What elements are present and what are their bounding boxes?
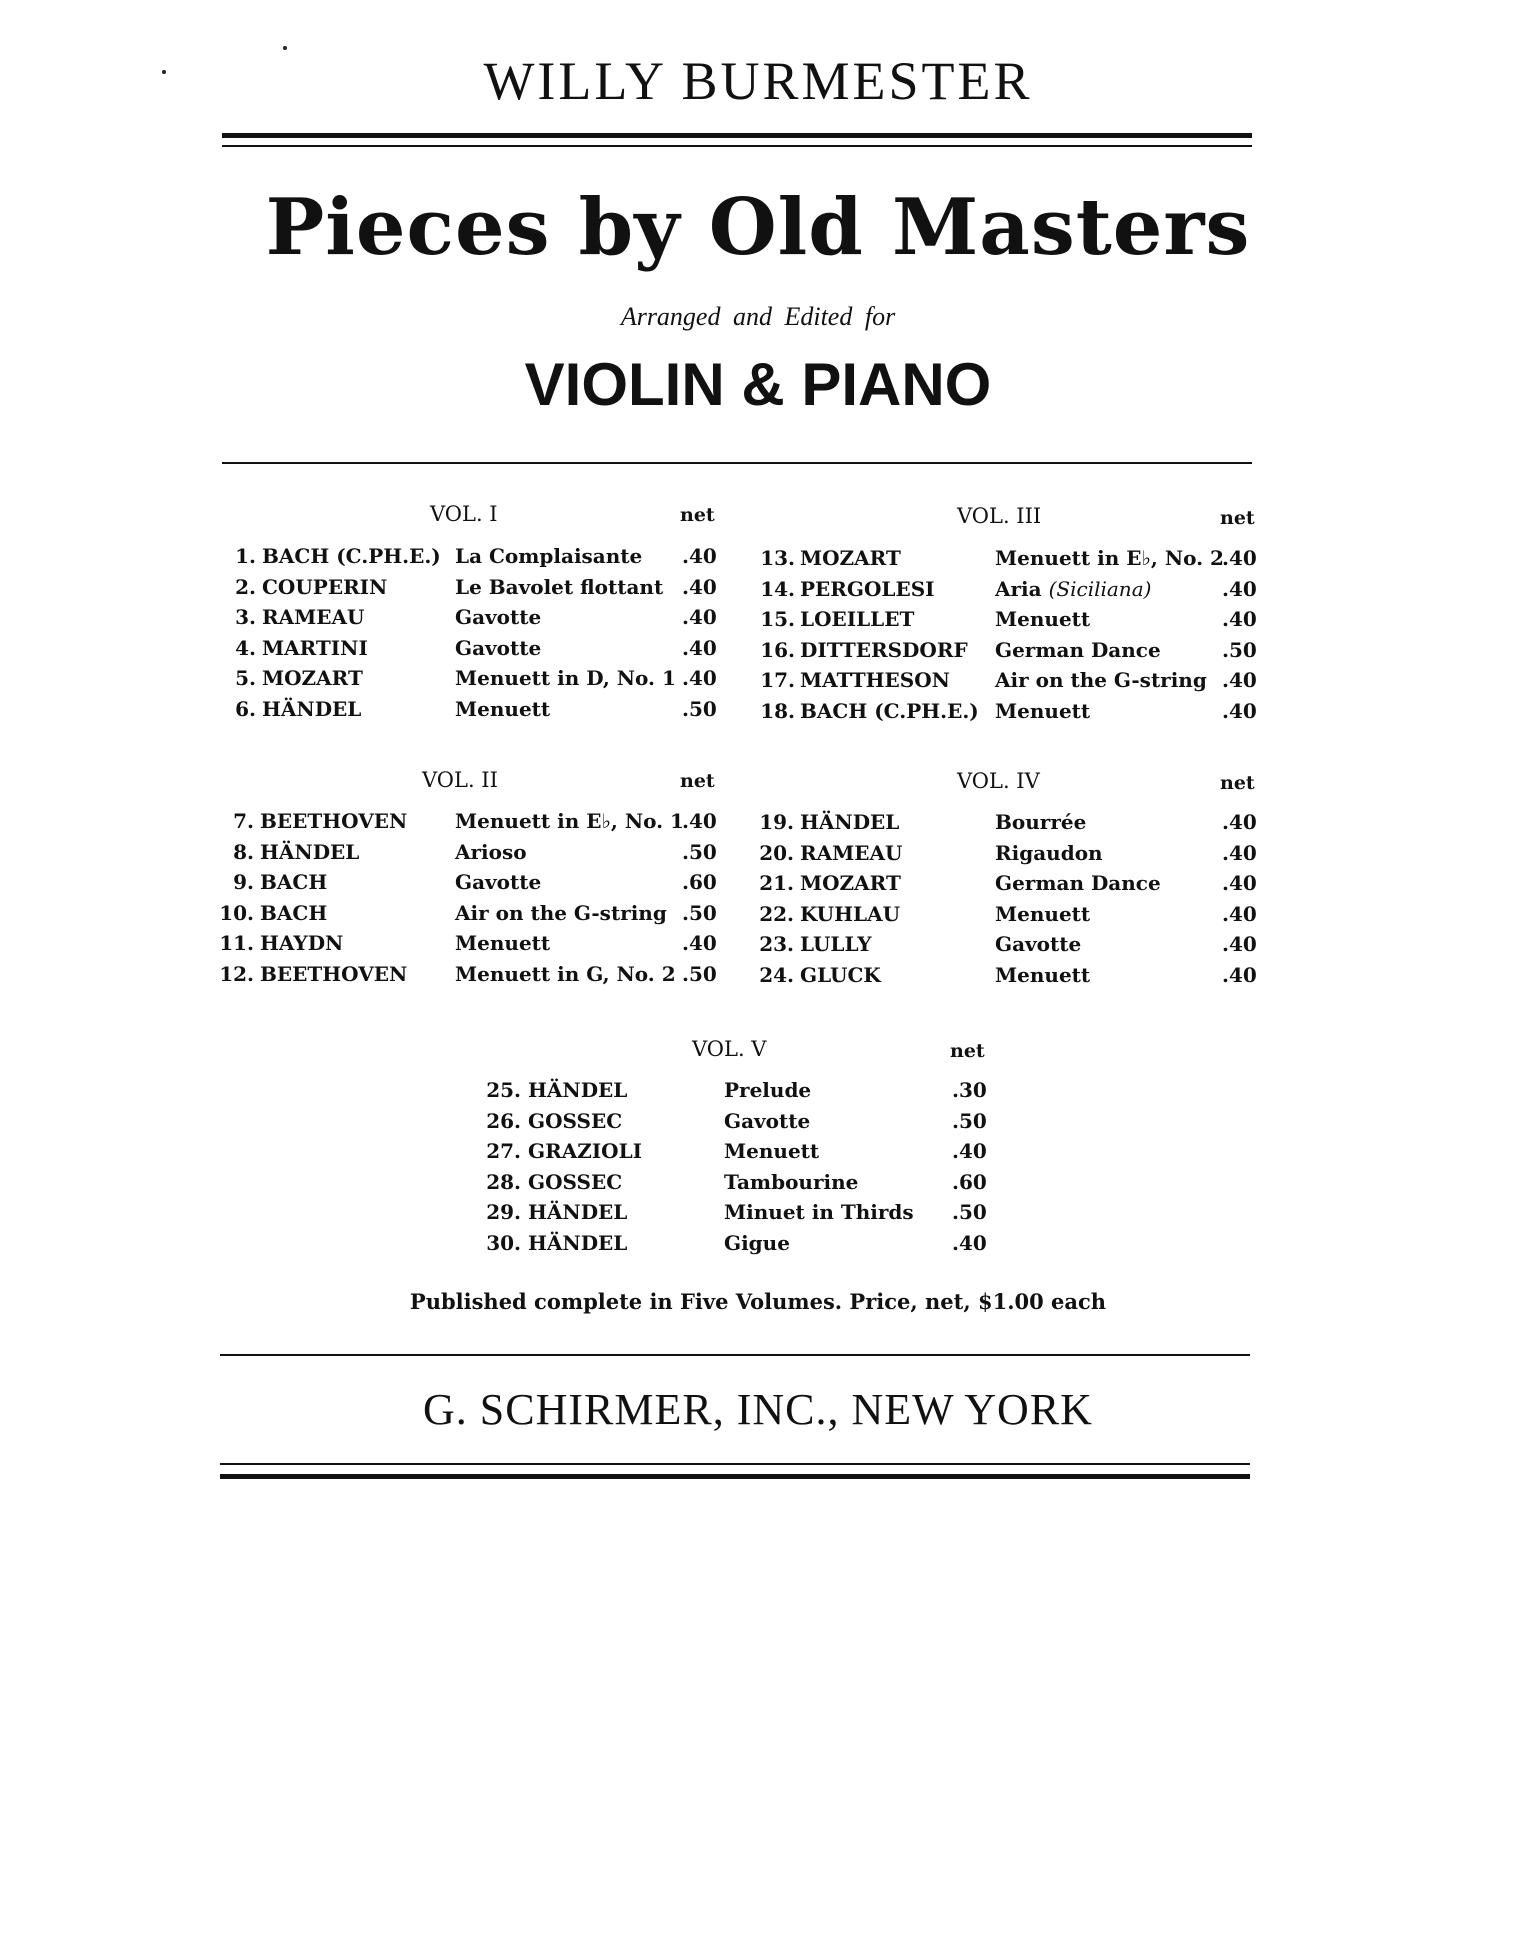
entry-price: .50 — [952, 1108, 987, 1133]
entry-composer: BACH (C.PH.E.) — [262, 544, 441, 568]
entry-price: .60 — [682, 870, 717, 895]
footer-rule-thick — [220, 1474, 1250, 1479]
entry-piece-title: Arioso — [455, 839, 527, 864]
entry-number: 25. — [486, 1078, 521, 1102]
vol-v-net-label: net — [950, 1040, 985, 1062]
entry-piece-title: Gavotte — [455, 635, 542, 660]
entry-piece — [995, 638, 1161, 662]
entry-price: .60 — [952, 1169, 987, 1194]
entry-number: 15. — [760, 607, 795, 632]
entry-price: .30 — [952, 1078, 987, 1102]
entry-piece-title: Air on the G-string — [995, 668, 1207, 693]
entry-piece — [455, 697, 550, 721]
entry-piece-title: Gigue — [724, 1231, 790, 1255]
entry-composer: BEETHOVEN — [260, 809, 408, 833]
entry-piece — [724, 1078, 811, 1102]
entry-composer: HÄNDEL — [528, 1200, 628, 1225]
entry-number: 24. — [759, 963, 794, 987]
vol-v-heading: VOL. V — [692, 1037, 767, 1061]
entry-price: .40 — [1222, 932, 1257, 957]
entry-composer: BEETHOVEN — [260, 962, 408, 986]
entry-price: .40 — [952, 1139, 987, 1164]
entry-piece-title: Rigaudon — [995, 840, 1103, 865]
entry-piece-title: Gavotte — [724, 1108, 811, 1133]
entry-price: .50 — [682, 697, 717, 721]
header-rule-thin — [222, 145, 1252, 147]
entry-number: 20. — [759, 840, 794, 865]
entry-piece — [724, 1139, 819, 1163]
header-rule-thick — [222, 133, 1252, 138]
entry-piece — [455, 809, 684, 833]
entry-piece — [995, 963, 1090, 987]
entry-price: .50 — [682, 962, 717, 986]
footer-rule-thin — [220, 1463, 1250, 1465]
entry-number: 23. — [759, 932, 794, 957]
entry-number: 30. — [486, 1231, 521, 1255]
entry-piece-title: Le Bavolet flottant — [455, 574, 664, 599]
entry-price: .40 — [682, 605, 717, 630]
entry-composer: MOZART — [262, 666, 363, 691]
entry-number: 29. — [486, 1200, 521, 1225]
entry-price: .40 — [682, 635, 717, 660]
entry-composer: BACH — [260, 900, 328, 925]
entry-piece — [455, 605, 541, 629]
entry-piece — [995, 577, 1151, 601]
entry-piece-title: La Complaisante — [455, 544, 643, 568]
entry-piece-title: Menuett — [995, 963, 1091, 987]
entry-number: 22. — [759, 901, 794, 926]
entry-composer: HÄNDEL — [262, 697, 362, 721]
entry-piece — [455, 931, 550, 955]
entry-price: .50 — [682, 839, 717, 864]
entry-price: .40 — [1222, 607, 1257, 632]
entry-number: 17. — [760, 668, 795, 693]
entry-composer: RAMEAU — [800, 840, 903, 865]
entry-composer: KUHLAU — [800, 901, 901, 926]
entry-composer: HÄNDEL — [528, 1231, 628, 1255]
entry-piece-title: Air on the G-string — [455, 900, 667, 925]
entry-composer: BACH (C.PH.E.) — [800, 699, 979, 723]
entry-price: .40 — [1222, 576, 1257, 601]
entry-piece — [724, 1200, 914, 1224]
entry-piece — [455, 870, 541, 894]
entry-piece-title: Menuett — [995, 901, 1091, 926]
entry-piece — [995, 932, 1081, 956]
entry-composer: PERGOLESI — [800, 576, 935, 601]
entry-price: .40 — [682, 544, 717, 568]
entry-piece-title: Gavotte — [995, 932, 1082, 957]
entry-piece — [995, 607, 1090, 631]
vol-ii-net-label: net — [680, 770, 715, 792]
subtitle: Arranged and Edited for — [620, 302, 896, 331]
entry-number: 26. — [486, 1108, 521, 1133]
entry-piece-title: Menuett — [995, 699, 1091, 723]
entry-composer: LULLY — [800, 932, 872, 957]
entry-number: 16. — [760, 637, 795, 662]
entry-piece-title: Menuett in G, No. 2 — [455, 962, 676, 986]
page-title: Pieces by Old Masters — [265, 182, 1251, 273]
entry-price: .40 — [1222, 963, 1257, 987]
entry-piece — [995, 871, 1161, 895]
entry-piece — [455, 840, 527, 864]
footer-rule-top — [220, 1354, 1250, 1356]
entry-price: .40 — [1222, 546, 1257, 570]
entry-piece — [455, 962, 676, 986]
entry-piece-subtitle: (Siciliana) — [1048, 576, 1152, 601]
vol-i-net-label: net — [680, 504, 715, 526]
entry-composer: GOSSEC — [528, 1108, 623, 1133]
vol-iii-heading: VOL. III — [957, 504, 1042, 528]
entry-composer: HÄNDEL — [800, 810, 900, 834]
entry-composer: MOZART — [800, 871, 901, 896]
entry-piece-title: German Dance — [995, 871, 1161, 896]
entry-piece — [995, 546, 1224, 570]
publisher-name: G. SCHIRMER, INC., NEW YORK — [423, 1385, 1093, 1434]
entry-piece-title: Bourrée — [995, 810, 1087, 834]
entry-price: .50 — [682, 900, 717, 925]
entry-number: 7. — [233, 809, 254, 833]
entry-piece — [995, 699, 1090, 723]
entry-number: 12. — [219, 962, 254, 986]
entry-piece-title: Aria — [995, 576, 1042, 601]
vol-i-heading: VOL. I — [430, 502, 498, 526]
entry-number: 28. — [486, 1169, 521, 1194]
entry-composer: MATTHESON — [800, 668, 950, 693]
entry-composer: DITTERSDORF — [800, 637, 968, 662]
entry-composer: RAMEAU — [262, 605, 365, 630]
entry-price: .40 — [682, 666, 717, 691]
vol-ii-heading: VOL. II — [422, 768, 498, 792]
entry-composer: BACH — [260, 870, 328, 895]
entry-number: 2. — [235, 574, 256, 599]
entry-number: 4. — [235, 635, 256, 660]
entry-price: .50 — [1222, 637, 1257, 662]
section-rule-top — [222, 462, 1252, 464]
entry-price: .40 — [682, 809, 717, 833]
entry-number: 27. — [486, 1139, 521, 1164]
entry-piece — [724, 1231, 790, 1255]
composer-name: WILLY BURMESTER — [483, 51, 1033, 111]
entry-piece — [455, 636, 541, 660]
entry-composer: LOEILLET — [800, 607, 915, 632]
entry-number: 10. — [219, 900, 254, 925]
scan-speck-icon — [283, 46, 287, 50]
entry-piece — [455, 544, 642, 568]
entry-number: 9. — [233, 870, 254, 895]
entry-price: .40 — [1222, 901, 1257, 926]
vol-iii-net-label: net — [1220, 507, 1255, 529]
entry-piece-title: German Dance — [995, 637, 1161, 662]
entry-piece — [995, 810, 1086, 834]
entry-piece — [724, 1170, 858, 1194]
entry-piece-title: Gavotte — [455, 870, 542, 895]
entry-price: .40 — [952, 1231, 987, 1255]
entry-composer: HAYDN — [260, 931, 344, 956]
entry-piece — [455, 575, 663, 599]
entry-piece-title: Menuett — [995, 607, 1091, 632]
entry-piece — [455, 666, 676, 690]
entry-composer: COUPERIN — [262, 574, 388, 599]
entry-piece-title: Menuett — [724, 1139, 820, 1164]
entry-composer: GLUCK — [800, 963, 881, 987]
entry-piece-title: Prelude — [724, 1078, 812, 1102]
entry-composer: MARTINI — [262, 635, 368, 660]
entry-piece-title: Gavotte — [455, 605, 542, 630]
entry-piece-title: Menuett — [455, 931, 551, 956]
entry-number: 5. — [235, 666, 256, 691]
entry-composer: HÄNDEL — [528, 1078, 628, 1102]
publication-note: Published complete in Five Volumes. Price, net, $1.00 each — [409, 1289, 1107, 1314]
entry-price: .40 — [1222, 871, 1257, 896]
scan-speck-icon — [162, 70, 166, 74]
entry-number: 8. — [233, 839, 254, 864]
entry-price: .40 — [1222, 668, 1257, 693]
entry-number: 18. — [760, 699, 795, 723]
entry-composer: MOZART — [800, 546, 901, 570]
entry-number: 11. — [219, 931, 254, 956]
entry-number: 21. — [759, 871, 794, 896]
entry-composer: HÄNDEL — [260, 839, 360, 864]
entry-price: .40 — [682, 574, 717, 599]
entry-piece — [995, 841, 1103, 865]
entry-price: .50 — [952, 1200, 987, 1225]
vol-iv-heading: VOL. IV — [957, 769, 1040, 793]
entry-piece-title: Tambourine — [724, 1169, 859, 1194]
vol-iv-net-label: net — [1220, 772, 1255, 794]
instrument-line: VIOLIN & PIANO — [524, 351, 992, 418]
entry-piece — [995, 902, 1090, 926]
entry-number: 3. — [235, 605, 256, 630]
entry-piece-title: Menuett in D, No. 1 — [455, 666, 676, 691]
entry-piece-title: Menuett — [455, 697, 551, 721]
entry-price: .40 — [682, 931, 717, 956]
entry-number: 1. — [235, 544, 256, 568]
entry-piece-title: Menuett in E♭, No. 2 — [995, 546, 1224, 570]
entry-price: .40 — [1222, 699, 1257, 723]
entry-number: 6. — [235, 697, 256, 721]
entry-piece-title: Menuett in E♭, No. 1 — [455, 809, 684, 833]
entry-price: .40 — [1222, 840, 1257, 865]
entry-number: 14. — [760, 576, 795, 601]
entry-number: 19. — [759, 810, 794, 834]
entry-piece — [724, 1109, 810, 1133]
entry-composer: GOSSEC — [528, 1169, 623, 1194]
entry-piece-title: Minuet in Thirds — [724, 1200, 914, 1225]
entry-piece — [995, 668, 1207, 692]
entry-piece — [455, 901, 667, 925]
entry-composer: GRAZIOLI — [528, 1139, 643, 1164]
entry-price: .40 — [1222, 810, 1257, 834]
entry-number: 13. — [760, 546, 795, 570]
